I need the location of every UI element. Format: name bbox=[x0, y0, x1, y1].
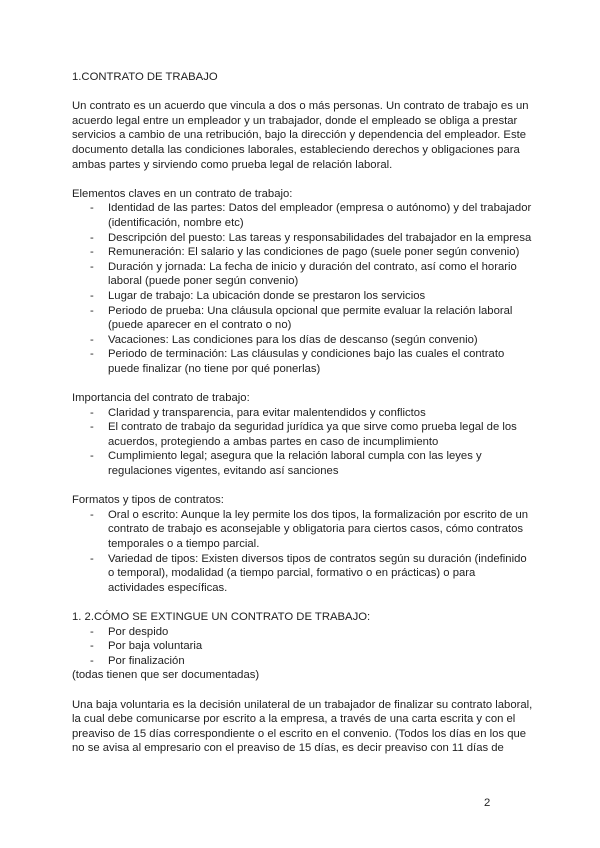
list-item: - Oral o escrito: Aunque la ley permite los dos tipos, la formalización por escrito de un contrato de trabajo es aconsejable y obligatoria para ciertos casos, cómo contratos temporales o a tiempo parcial. bbox=[72, 508, 534, 552]
list-item: - Descripción del puesto: Las tareas y responsabilidades del trabajador en la empresa bbox=[72, 231, 534, 246]
list-item: - Cumplimiento legal; asegura que la relación laboral cumpla con las leyes y regulaciones vigentes, evitando así sanciones bbox=[72, 449, 534, 478]
list-item: - Por finalización bbox=[72, 654, 534, 669]
list-item: - Duración y jornada: La fecha de inicio y duración del contrato, así como el horario laboral (puede poner según convenio) bbox=[72, 260, 534, 289]
elements-list-title: Elementos claves en un contrato de trabajo: bbox=[72, 187, 293, 200]
list-item: - Lugar de trabajo: La ubicación donde se prestaron los servicios bbox=[72, 289, 534, 304]
page-number: 2 bbox=[484, 797, 491, 809]
list-item: - El contrato de trabajo da seguridad jurídica ya que sirve como prueba legal de los acuerdos, protegiendo a ambas partes en caso de incumplimiento bbox=[72, 420, 534, 449]
importance-list bbox=[72, 406, 534, 479]
document-page bbox=[72, 70, 534, 756]
list-item: - Identidad de las partes: Datos del empleador (empresa o autónomo) y del trabajador (identificación, nombre etc) bbox=[72, 201, 534, 230]
list-item: - Por despido bbox=[72, 625, 534, 640]
elements-list bbox=[72, 201, 534, 376]
termination-note: (todas tienen que ser documentadas) bbox=[72, 669, 260, 682]
list-item: - Variedad de tipos: Existen diversos tipos de contratos según su duración (indefinido o temporal), modalidad (a tiempo parcial, formativo o en prácticas) o para actividades específicas. bbox=[72, 552, 534, 596]
list-item: - Vacaciones: Las condiciones para los días de descanso (según convenio) bbox=[72, 333, 534, 348]
list-item: - Periodo de terminación: Las cláusulas y condiciones bajo las cuales el contrato puede finalizar (no tiene por qué ponerlas) bbox=[72, 347, 534, 376]
list-item: - Periodo de prueba: Una cláusula opcional que permite evaluar la relación laboral (puede aparecer en el contrato o no) bbox=[72, 304, 534, 333]
termination-list bbox=[72, 625, 534, 669]
section-title: 1.CONTRATO DE TRABAJO bbox=[72, 71, 218, 83]
list-item: - Claridad y transparencia, para evitar malentendidos y conflictos bbox=[72, 406, 534, 421]
formats-list bbox=[72, 508, 534, 596]
importance-list-title: Importancia del contrato de trabajo: bbox=[72, 392, 250, 405]
list-item: - Por baja voluntaria bbox=[72, 639, 534, 654]
voluntary-leave-paragraph: Una baja voluntaria es la decisión unilateral de un trabajador de finalizar su contrato laboral, la cual debe comunicarse por escrito a la empresa, a través de una carta escrita y con el preaviso de 15 días correspondiente o el escrito en el convenio. (Todos los días en los que no se avisa al empresario con el preaviso de 15 días, es decir preaviso con 11 días de bbox=[72, 698, 533, 755]
list-item: - Remuneración: El salario y las condiciones de pago (suele poner según convenio) bbox=[72, 245, 534, 260]
formats-list-title: Formatos y tipos de contratos: bbox=[72, 494, 224, 507]
intro-paragraph: Un contrato es un acuerdo que vincula a dos o más personas. Un contrato de trabajo es un acuerdo legal entre un empleador y un trabajador, donde el empleado se obliga a prestar servicios a cambio de una retribución, bajo la dirección y dependencia del empleador. Este documento detalla las condiciones laborales, estableciendo derechos y obligaciones para ambas partes y sirviendo como prueba legal de relación laboral. bbox=[72, 100, 529, 171]
subsection-title: 1. 2.CÓMO SE EXTINGUE UN CONTRATO DE TRABAJO: bbox=[72, 610, 371, 623]
